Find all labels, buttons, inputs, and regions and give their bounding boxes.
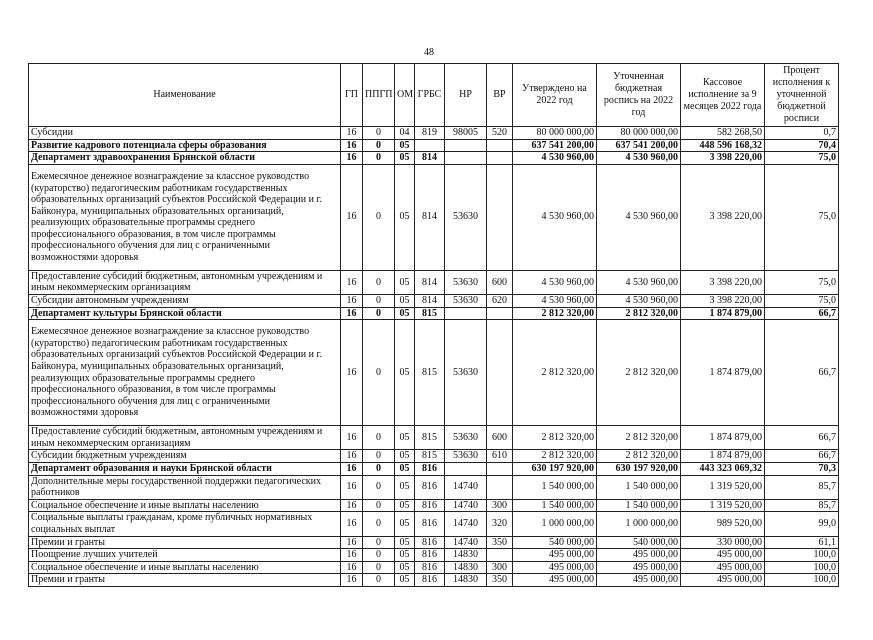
- table-row: [29, 127, 839, 140]
- cell-approved: 630 197 920,00: [513, 462, 597, 475]
- cell-vr: [487, 307, 513, 320]
- cell-approved: 495 000,00: [513, 574, 597, 587]
- cell-om: 05: [395, 307, 415, 320]
- cell-om: 05: [395, 294, 415, 307]
- cell-vr: 520: [487, 127, 513, 140]
- cell-gp: 16: [341, 139, 363, 152]
- cell-ppgp: 0: [363, 307, 395, 320]
- cell-np: 53630: [445, 320, 487, 426]
- cell-name: Субсидии бюджетным учреждениям: [29, 450, 341, 463]
- header-om: ОМ: [395, 64, 415, 127]
- cell-ppgp: 0: [363, 561, 395, 574]
- cell-np: 14830: [445, 549, 487, 562]
- header-ppgp: ППГП: [363, 64, 395, 127]
- cell-ppgp: 0: [363, 549, 395, 562]
- cell-percent: 66,7: [765, 450, 839, 463]
- cell-name: Департамент здравоохранения Брянской области: [29, 152, 341, 165]
- cell-np: 53630: [445, 450, 487, 463]
- cell-cash: 3 398 220,00: [681, 164, 765, 270]
- cell-np: 53630: [445, 426, 487, 450]
- table-row: [29, 164, 839, 270]
- cell-refined: 2 812 320,00: [597, 450, 681, 463]
- cell-gp: 16: [341, 574, 363, 587]
- cell-percent: 85,7: [765, 475, 839, 499]
- cell-approved: 637 541 200,00: [513, 139, 597, 152]
- cell-grbs: 816: [415, 574, 445, 587]
- cell-approved: 1 540 000,00: [513, 475, 597, 499]
- cell-np: [445, 462, 487, 475]
- cell-gp: 16: [341, 512, 363, 536]
- cell-refined: 4 530 960,00: [597, 270, 681, 294]
- cell-om: 05: [395, 574, 415, 587]
- table-row: [29, 499, 839, 512]
- cell-name: Субсидии автономным учреждениям: [29, 294, 341, 307]
- cell-ppgp: 0: [363, 152, 395, 165]
- cell-gp: 16: [341, 536, 363, 549]
- cell-percent: 75,0: [765, 270, 839, 294]
- cell-approved: 2 812 320,00: [513, 307, 597, 320]
- cell-name: Социальное обеспечение и иные выплаты населению: [29, 499, 341, 512]
- cell-cash: 330 000,00: [681, 536, 765, 549]
- cell-percent: 61,1: [765, 536, 839, 549]
- cell-approved: 80 000 000,00: [513, 127, 597, 140]
- cell-percent: 70,3: [765, 462, 839, 475]
- cell-gp: 16: [341, 152, 363, 165]
- cell-percent: 66,7: [765, 307, 839, 320]
- cell-om: 05: [395, 561, 415, 574]
- cell-refined: 2 812 320,00: [597, 307, 681, 320]
- header-percent: Процент исполнения к уточненной бюджетной росписи: [765, 64, 839, 127]
- table-row: [29, 139, 839, 152]
- cell-approved: 4 530 960,00: [513, 152, 597, 165]
- cell-name: Субсидии: [29, 127, 341, 140]
- cell-ppgp: 0: [363, 139, 395, 152]
- header-vr: ВР: [487, 64, 513, 127]
- cell-cash: 582 268,50: [681, 127, 765, 140]
- cell-om: 05: [395, 450, 415, 463]
- cell-approved: 4 530 960,00: [513, 294, 597, 307]
- cell-vr: [487, 139, 513, 152]
- cell-refined: 495 000,00: [597, 549, 681, 562]
- cell-np: 53630: [445, 164, 487, 270]
- table-body: [29, 127, 839, 587]
- cell-np: 98005: [445, 127, 487, 140]
- cell-approved: 2 812 320,00: [513, 426, 597, 450]
- cell-om: 04: [395, 127, 415, 140]
- table-row: [29, 270, 839, 294]
- cell-gp: 16: [341, 549, 363, 562]
- cell-cash: 495 000,00: [681, 574, 765, 587]
- cell-grbs: 814: [415, 152, 445, 165]
- cell-gp: 16: [341, 164, 363, 270]
- cell-percent: 0,7: [765, 127, 839, 140]
- cell-np: [445, 139, 487, 152]
- cell-ppgp: 0: [363, 294, 395, 307]
- cell-name: Ежемесячное денежное вознаграждение за классное руководство (кураторство) педагогическим работникам государственных образовательных организаций субъектов Российской Федерации и г. Байконура, муниципальных образовательных организаций, реализующих образовательные программы среднего профессионального образования, в том числе программы профессионального обучения для лиц с ограниченными возможностями здоровья: [29, 320, 341, 426]
- cell-vr: 320: [487, 512, 513, 536]
- cell-vr: 300: [487, 561, 513, 574]
- cell-approved: 540 000,00: [513, 536, 597, 549]
- cell-om: 05: [395, 152, 415, 165]
- cell-refined: 637 541 200,00: [597, 139, 681, 152]
- cell-gp: 16: [341, 561, 363, 574]
- cell-om: 05: [395, 164, 415, 270]
- cell-name: Поощрение лучших учителей: [29, 549, 341, 562]
- page-number: 48: [424, 47, 434, 58]
- cell-ppgp: 0: [363, 462, 395, 475]
- header-name: Наименование: [29, 64, 341, 127]
- cell-om: 05: [395, 549, 415, 562]
- table-row: [29, 574, 839, 587]
- cell-vr: 610: [487, 450, 513, 463]
- cell-vr: [487, 320, 513, 426]
- cell-vr: 600: [487, 426, 513, 450]
- cell-refined: 4 530 960,00: [597, 164, 681, 270]
- cell-np: 14740: [445, 475, 487, 499]
- cell-percent: 100,0: [765, 561, 839, 574]
- header-np: НР: [445, 64, 487, 127]
- cell-np: 14740: [445, 536, 487, 549]
- cell-grbs: 816: [415, 512, 445, 536]
- cell-name: Социальные выплаты гражданам, кроме публичных нормативных социальных выплат: [29, 512, 341, 536]
- cell-om: 05: [395, 475, 415, 499]
- cell-refined: 2 812 320,00: [597, 426, 681, 450]
- cell-cash: 443 323 069,32: [681, 462, 765, 475]
- cell-percent: 66,7: [765, 320, 839, 426]
- cell-np: 14830: [445, 561, 487, 574]
- cell-approved: 4 530 960,00: [513, 164, 597, 270]
- cell-name: Департамент образования и науки Брянской области: [29, 462, 341, 475]
- cell-cash: 3 398 220,00: [681, 152, 765, 165]
- cell-percent: 70,4: [765, 139, 839, 152]
- cell-om: 05: [395, 462, 415, 475]
- cell-grbs: 819: [415, 127, 445, 140]
- cell-om: 05: [395, 270, 415, 294]
- cell-np: 53630: [445, 294, 487, 307]
- cell-vr: [487, 475, 513, 499]
- cell-cash: 448 596 168,32: [681, 139, 765, 152]
- table-row: [29, 152, 839, 165]
- cell-refined: 1 540 000,00: [597, 499, 681, 512]
- cell-ppgp: 0: [363, 450, 395, 463]
- cell-ppgp: 0: [363, 475, 395, 499]
- cell-refined: 540 000,00: [597, 536, 681, 549]
- cell-om: 05: [395, 499, 415, 512]
- cell-np: 14740: [445, 512, 487, 536]
- cell-grbs: 816: [415, 475, 445, 499]
- cell-grbs: 816: [415, 499, 445, 512]
- cell-cash: 1 874 879,00: [681, 450, 765, 463]
- cell-cash: 1 319 520,00: [681, 499, 765, 512]
- cell-refined: 495 000,00: [597, 561, 681, 574]
- cell-vr: [487, 152, 513, 165]
- header-gp: ГП: [341, 64, 363, 127]
- cell-cash: 1 874 879,00: [681, 426, 765, 450]
- cell-cash: 3 398 220,00: [681, 270, 765, 294]
- table-row: [29, 320, 839, 426]
- cell-name: Дополнительные меры государственной поддержки педагогических работников: [29, 475, 341, 499]
- cell-percent: 66,7: [765, 426, 839, 450]
- cell-gp: 16: [341, 270, 363, 294]
- cell-om: 05: [395, 320, 415, 426]
- cell-om: 05: [395, 536, 415, 549]
- cell-refined: 4 530 960,00: [597, 152, 681, 165]
- cell-gp: 16: [341, 499, 363, 512]
- table-row: [29, 549, 839, 562]
- cell-name: Ежемесячное денежное вознаграждение за классное руководство (кураторство) педагогическим работникам государственных образовательных организаций субъектов Российской Федерации и г. Байконура, муниципальных образовательных организаций, реализующих образовательные программы среднего профессионального образования, в том числе программы профессионального обучения для лиц с ограниченными возможностями здоровья: [29, 164, 341, 270]
- cell-approved: 2 812 320,00: [513, 320, 597, 426]
- cell-vr: 350: [487, 574, 513, 587]
- cell-grbs: 814: [415, 164, 445, 270]
- cell-np: 53630: [445, 270, 487, 294]
- table-row: [29, 307, 839, 320]
- cell-name: Предоставление субсидий бюджетным, автономным учреждениям и иным некоммерческим организациям: [29, 426, 341, 450]
- cell-vr: [487, 549, 513, 562]
- cell-grbs: 816: [415, 536, 445, 549]
- cell-gp: 16: [341, 320, 363, 426]
- table-row: [29, 536, 839, 549]
- cell-refined: 1 540 000,00: [597, 475, 681, 499]
- cell-name: Социальное обеспечение и иные выплаты населению: [29, 561, 341, 574]
- cell-refined: 630 197 920,00: [597, 462, 681, 475]
- cell-percent: 85,7: [765, 499, 839, 512]
- cell-gp: 16: [341, 307, 363, 320]
- cell-name: Премии и гранты: [29, 574, 341, 587]
- cell-cash: 495 000,00: [681, 561, 765, 574]
- cell-refined: 1 000 000,00: [597, 512, 681, 536]
- cell-ppgp: 0: [363, 164, 395, 270]
- cell-approved: 1 540 000,00: [513, 499, 597, 512]
- table-row: [29, 294, 839, 307]
- table-row: [29, 426, 839, 450]
- cell-percent: 99,0: [765, 512, 839, 536]
- cell-cash: 1 874 879,00: [681, 320, 765, 426]
- cell-name: Развитие кадрового потенциала сферы образования: [29, 139, 341, 152]
- cell-refined: 2 812 320,00: [597, 320, 681, 426]
- cell-percent: 75,0: [765, 164, 839, 270]
- cell-vr: 350: [487, 536, 513, 549]
- cell-gp: 16: [341, 475, 363, 499]
- cell-grbs: 815: [415, 320, 445, 426]
- cell-grbs: 816: [415, 462, 445, 475]
- cell-refined: 4 530 960,00: [597, 294, 681, 307]
- cell-grbs: 814: [415, 270, 445, 294]
- cell-ppgp: 0: [363, 536, 395, 549]
- table-row: [29, 561, 839, 574]
- cell-cash: 989 520,00: [681, 512, 765, 536]
- cell-refined: 80 000 000,00: [597, 127, 681, 140]
- cell-ppgp: 0: [363, 512, 395, 536]
- cell-grbs: 815: [415, 426, 445, 450]
- table-row: [29, 475, 839, 499]
- cell-vr: 620: [487, 294, 513, 307]
- table-row: [29, 512, 839, 536]
- cell-approved: 2 812 320,00: [513, 450, 597, 463]
- cell-gp: 16: [341, 294, 363, 307]
- table-row: [29, 462, 839, 475]
- cell-ppgp: 0: [363, 127, 395, 140]
- cell-approved: 4 530 960,00: [513, 270, 597, 294]
- header-grbs: ГРБС: [415, 64, 445, 127]
- cell-grbs: 814: [415, 294, 445, 307]
- cell-approved: 1 000 000,00: [513, 512, 597, 536]
- cell-vr: [487, 164, 513, 270]
- cell-grbs: 815: [415, 450, 445, 463]
- cell-np: 14830: [445, 574, 487, 587]
- cell-om: 05: [395, 426, 415, 450]
- cell-np: 14740: [445, 499, 487, 512]
- cell-np: [445, 152, 487, 165]
- header-refined: Уточненная бюджетная роспись на 2022 год: [597, 64, 681, 127]
- cell-name: Предоставление субсидий бюджетным, автономным учреждениям и иным некоммерческим организациям: [29, 270, 341, 294]
- header-approved: Утверждено на 2022 год: [513, 64, 597, 127]
- cell-percent: 75,0: [765, 152, 839, 165]
- cell-refined: 495 000,00: [597, 574, 681, 587]
- header-cash: Кассовое исполнение за 9 месяцев 2022 года: [681, 64, 765, 127]
- cell-cash: 1 319 520,00: [681, 475, 765, 499]
- cell-grbs: 816: [415, 561, 445, 574]
- cell-gp: 16: [341, 426, 363, 450]
- cell-om: 05: [395, 139, 415, 152]
- table-row: [29, 450, 839, 463]
- cell-approved: 495 000,00: [513, 561, 597, 574]
- cell-vr: [487, 462, 513, 475]
- cell-percent: 100,0: [765, 574, 839, 587]
- cell-vr: 300: [487, 499, 513, 512]
- cell-percent: 75,0: [765, 294, 839, 307]
- cell-ppgp: 0: [363, 270, 395, 294]
- cell-vr: 600: [487, 270, 513, 294]
- cell-ppgp: 0: [363, 499, 395, 512]
- budget-table: [28, 63, 839, 587]
- cell-cash: 3 398 220,00: [681, 294, 765, 307]
- cell-grbs: [415, 139, 445, 152]
- cell-gp: 16: [341, 127, 363, 140]
- cell-om: 05: [395, 512, 415, 536]
- cell-name: Премии и гранты: [29, 536, 341, 549]
- cell-gp: 16: [341, 450, 363, 463]
- cell-percent: 100,0: [765, 549, 839, 562]
- cell-gp: 16: [341, 462, 363, 475]
- cell-cash: 1 874 879,00: [681, 307, 765, 320]
- cell-ppgp: 0: [363, 426, 395, 450]
- cell-grbs: 816: [415, 549, 445, 562]
- cell-ppgp: 0: [363, 574, 395, 587]
- cell-ppgp: 0: [363, 320, 395, 426]
- cell-cash: 495 000,00: [681, 549, 765, 562]
- cell-approved: 495 000,00: [513, 549, 597, 562]
- cell-np: [445, 307, 487, 320]
- cell-name: Департамент культуры Брянской области: [29, 307, 341, 320]
- table-header-row: [29, 64, 839, 127]
- cell-grbs: 815: [415, 307, 445, 320]
